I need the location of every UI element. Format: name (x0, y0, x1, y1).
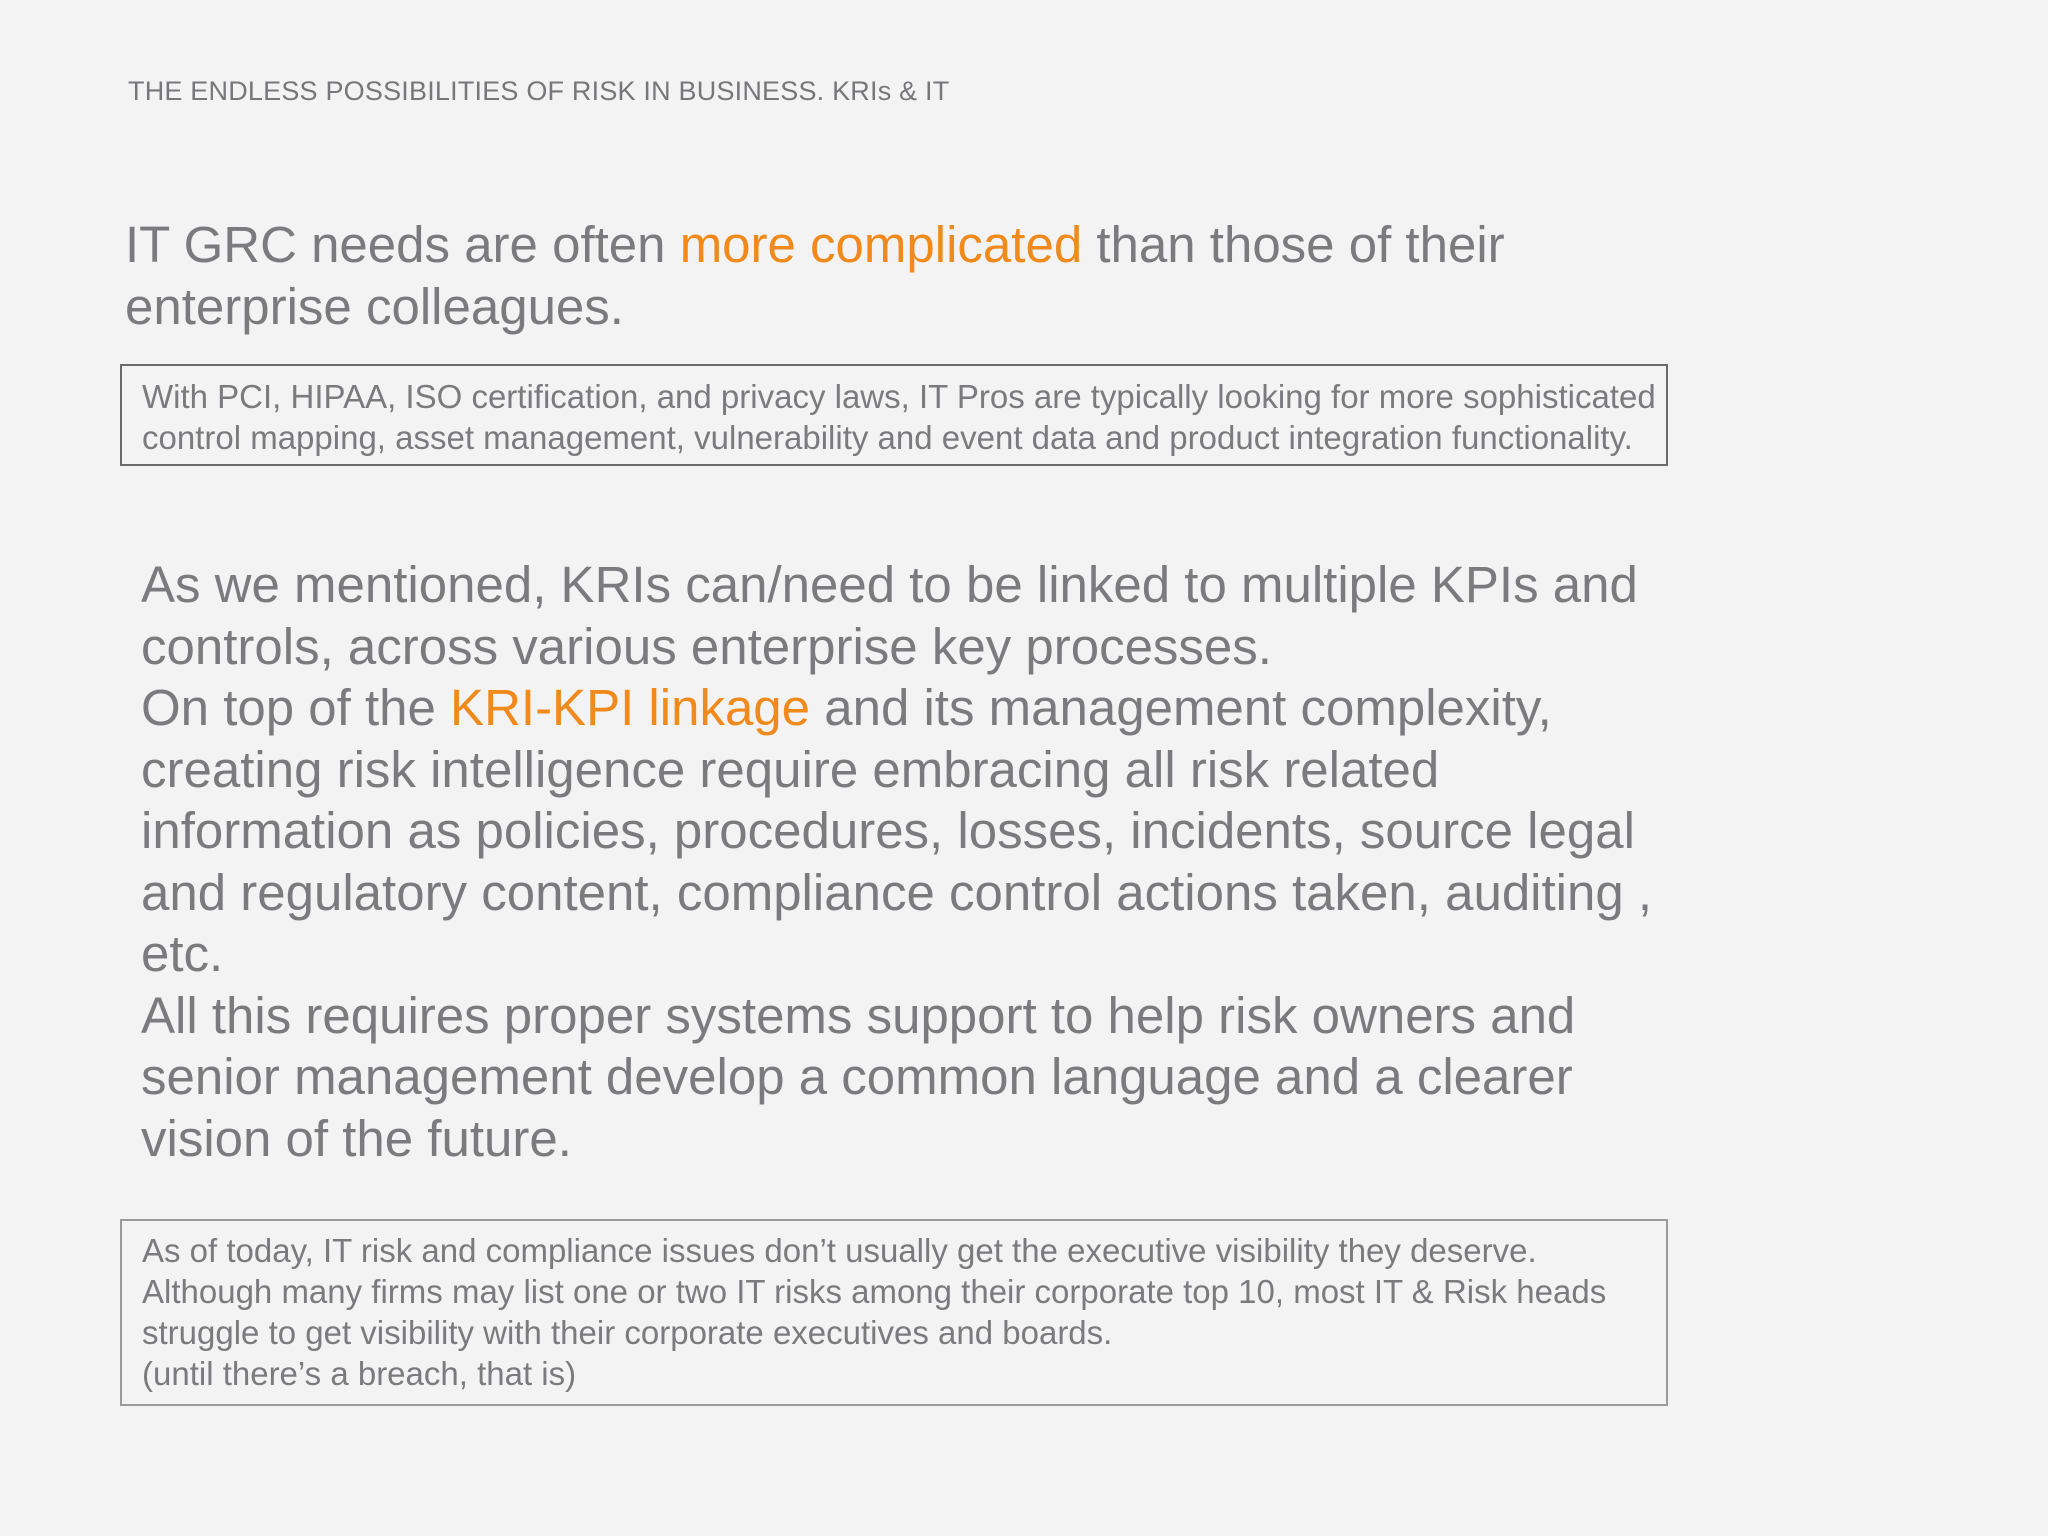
slide-headline (125, 214, 1725, 338)
body-highlight: KRI-KPI linkage (450, 679, 811, 736)
slide-header: THE ENDLESS POSSIBILITIES OF RISK IN BUSINESS. KRIs & IT (128, 76, 950, 106)
body-paragraph-2 (141, 677, 1701, 985)
main-body (141, 554, 1701, 1169)
body-paragraph-1: As we mentioned, KRIs can/need to be linked to multiple KPIs and controls, across various enterprise key processes. (141, 556, 1638, 675)
body-paragraph-3: All this requires proper systems support to help risk owners and senior management develop a common language and a clearer vision of the future. (141, 986, 1576, 1167)
headline-highlight: more complicated (679, 216, 1083, 273)
callout-box-top-text: With PCI, HIPAA, ISO certification, and privacy laws, IT Pros are typically looking for more sophisticated control mapping, asset management, vulnerability and event data and product integration functionality. (142, 378, 1656, 456)
callout-bottom-line-3: (until there’s a breach, that is) (142, 1355, 577, 1392)
callout-bottom-line-1: As of today, IT risk and compliance issues don’t usually get the executive visibility they deserve. (142, 1232, 1537, 1269)
body-paragraph-2-text-2: and its management complexity, creating risk intelligence require embracing all risk related information as policies, procedures, losses, incidents, source legal and regulatory content, compliance control actions taken, auditing , etc. (141, 679, 1653, 982)
body-paragraph-2-text-1: On top of the (141, 679, 451, 736)
headline-text-2: than those of their enterprise colleagues. (125, 216, 1505, 335)
headline-text-1: IT GRC needs are often (125, 216, 680, 273)
callout-box-bottom-text (142, 1230, 1662, 1394)
callout-bottom-line-2: Although many firms may list one or two IT risks among their corporate top 10, most IT & Risk heads struggle to get visibility with their corporate executives and boards. (142, 1273, 1607, 1351)
